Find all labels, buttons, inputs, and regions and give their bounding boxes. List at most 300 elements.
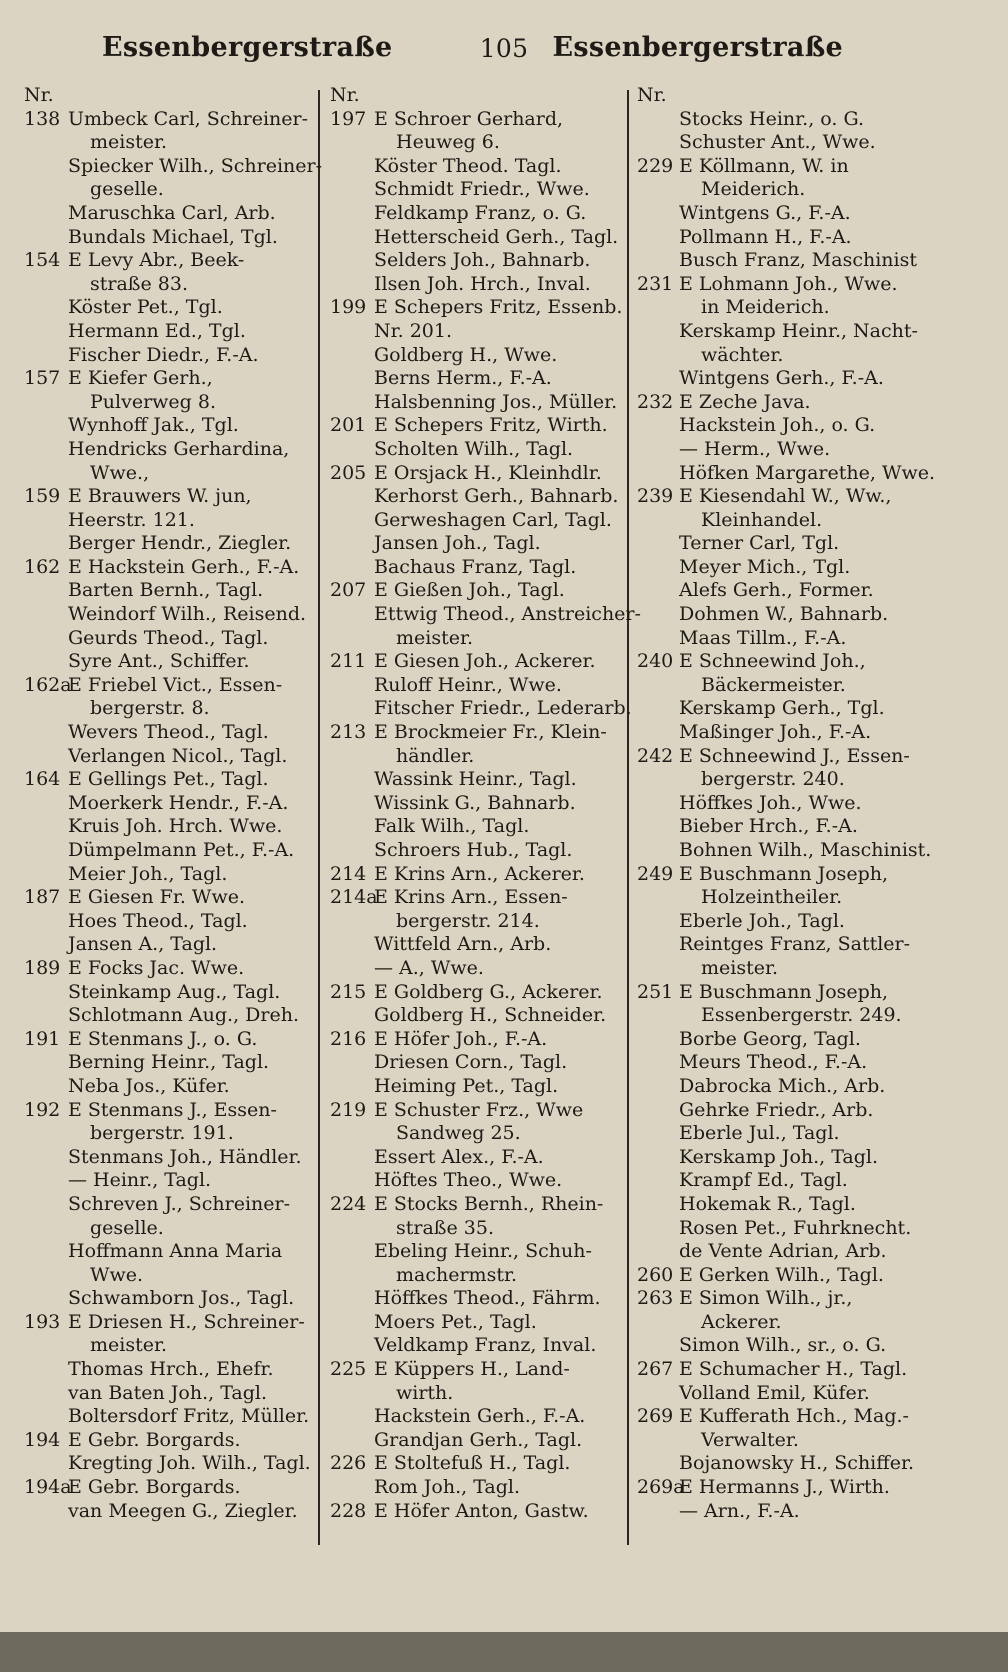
entry-text: E Goldberg G., Ackerer. xyxy=(374,980,603,1003)
column-2 xyxy=(330,84,641,1523)
entry-text: Meier Joh., Tagl. xyxy=(68,862,228,885)
entry-text: Fischer Diedr., F.-A. xyxy=(68,343,259,366)
directory-entry-line xyxy=(24,1051,316,1075)
directory-entry-line xyxy=(330,1122,625,1146)
directory-entry-line xyxy=(24,815,316,839)
entry-text: wirth. xyxy=(396,1381,454,1404)
directory-entry-line xyxy=(330,1358,625,1382)
directory-entry-line xyxy=(637,344,937,368)
directory-entry-line xyxy=(24,863,316,887)
entry-text: E Küppers H., Land- xyxy=(374,1358,570,1381)
entry-text: E Gerken Wilh., Tagl. xyxy=(679,1263,884,1286)
directory-entry-line xyxy=(637,155,937,179)
directory-entry-line xyxy=(637,957,937,981)
directory-entry-line xyxy=(637,485,937,509)
directory-entry-line xyxy=(24,933,316,957)
entry-text: E Schuster Frz., Wwe xyxy=(374,1098,584,1121)
house-number: 239 xyxy=(637,485,674,508)
entry-text: Geurds Theod., Tagl. xyxy=(68,626,269,649)
entry-text: Bieber Hrch., F.-A. xyxy=(679,815,858,838)
directory-entry-line xyxy=(330,367,625,391)
entry-text: Schlotmann Aug., Dreh. xyxy=(68,1004,299,1027)
entry-text: Sandweg 25. xyxy=(396,1122,521,1145)
directory-entry-line xyxy=(637,1099,937,1123)
entry-text: Rosen Pet., Fuhrknecht. xyxy=(679,1216,912,1239)
directory-entry-line xyxy=(637,367,937,391)
entry-text: in Meiderich. xyxy=(701,296,830,319)
entry-text: E Gellings Pet., Tagl. xyxy=(68,768,269,791)
directory-entry-line xyxy=(637,792,937,816)
house-number: 242 xyxy=(637,744,674,767)
entry-text: Borbe Georg, Tagl. xyxy=(679,1027,861,1050)
house-number: 249 xyxy=(637,862,674,885)
directory-entry-line xyxy=(637,462,937,486)
directory-entry-line xyxy=(24,344,316,368)
entry-text: geselle. xyxy=(90,1216,164,1239)
directory-entry-line xyxy=(330,792,625,816)
house-number: 194a xyxy=(24,1476,72,1499)
directory-entry-line xyxy=(330,202,625,226)
house-number: 267 xyxy=(637,1358,674,1381)
directory-entry-line xyxy=(330,556,625,580)
directory-entry-line xyxy=(24,485,316,509)
column-1 xyxy=(24,84,323,1523)
directory-entry-line xyxy=(637,202,937,226)
directory-entry-line xyxy=(330,697,632,721)
house-number: 207 xyxy=(330,579,367,602)
directory-entry-line xyxy=(24,792,316,816)
directory-entry-line xyxy=(24,1334,316,1358)
entry-text: Bachaus Franz, Tagl. xyxy=(374,555,577,578)
directory-entry-line xyxy=(637,226,937,250)
entry-text: Hackstein Joh., o. G. xyxy=(679,414,876,437)
entry-text: Heerstr. 121. xyxy=(68,508,195,531)
entry-text: Wissink G., Bahnarb. xyxy=(374,791,576,814)
entry-text: händler. xyxy=(396,744,475,767)
house-number: 226 xyxy=(330,1452,367,1475)
directory-entry-line xyxy=(24,131,316,155)
entry-text: Hermann Ed., Tgl. xyxy=(68,319,246,342)
entry-text: Köster Theod. Tagl. xyxy=(374,154,562,177)
directory-entry-line xyxy=(637,768,937,792)
entry-text: Moerkerk Hendr., F.-A. xyxy=(68,791,289,814)
entry-text: Boltersdorf Fritz, Müller. xyxy=(68,1405,310,1428)
entry-text: Goldberg H., Wwe. xyxy=(374,343,558,366)
entry-text: — Heinr., Tagl. xyxy=(68,1169,212,1192)
directory-entry-line xyxy=(24,367,316,391)
entry-text: E Lohmann Joh., Wwe. xyxy=(679,272,898,295)
entry-text: geselle. xyxy=(90,178,164,201)
nr-label: Nr. xyxy=(330,84,360,106)
house-number: 263 xyxy=(637,1287,674,1310)
directory-entry-line xyxy=(637,1311,937,1335)
directory-entry-line xyxy=(24,108,316,132)
entry-text: Dümpelmann Pet., F.-A. xyxy=(68,839,295,861)
directory-entry-line xyxy=(24,745,316,769)
entry-text: Scholten Wilh., Tagl. xyxy=(374,437,574,460)
directory-entry-line xyxy=(330,462,625,486)
entry-text: — A., Wwe. xyxy=(374,956,484,979)
directory-entry-line xyxy=(24,1358,316,1382)
entry-text: Köster Pet., Tgl. xyxy=(68,296,223,319)
directory-entry-line xyxy=(330,1264,625,1288)
house-number: 269a xyxy=(637,1476,685,1499)
entry-text: E Zeche Java. xyxy=(679,390,811,413)
entry-text: Stenmans Joh., Händler. xyxy=(68,1145,302,1168)
directory-entry-line xyxy=(24,1287,316,1311)
entry-text: straße 83. xyxy=(90,272,188,295)
directory-entry-line xyxy=(330,1099,625,1123)
directory-entry-line xyxy=(24,1169,316,1193)
directory-entry-line xyxy=(330,579,625,603)
entry-text: bergerstr. 240. xyxy=(701,768,845,791)
entry-text: Thomas Hrch., Ehefr. xyxy=(68,1358,274,1381)
directory-entry-line xyxy=(637,1358,937,1382)
house-number: 164 xyxy=(24,768,61,791)
entry-text: Wassink Heinr., Tagl. xyxy=(374,768,577,791)
directory-entry-line xyxy=(330,1476,625,1500)
directory-entry-line xyxy=(330,1146,625,1170)
directory-entry-line xyxy=(24,532,316,556)
entry-text: Rom Joh., Tagl. xyxy=(374,1476,521,1499)
directory-entry-line xyxy=(330,1405,625,1429)
entry-text: Verlangen Nicol., Tagl. xyxy=(68,744,288,767)
entry-text: Schreven J., Schreiner- xyxy=(68,1192,291,1215)
entry-text: Grandjan Gerh., Tagl. xyxy=(374,1428,583,1451)
entry-text: Berning Heinr., Tagl. xyxy=(68,1051,270,1074)
directory-entry-line xyxy=(330,768,625,792)
entry-text: E Kiefer Gerh., xyxy=(68,367,213,390)
directory-entry-line xyxy=(330,603,641,627)
entry-text: Feldkamp Franz, o. G. xyxy=(374,201,587,224)
directory-entry-line xyxy=(637,721,937,745)
directory-entry-line xyxy=(24,296,316,320)
directory-entry-line xyxy=(637,1146,937,1170)
directory-entry-line xyxy=(330,296,625,320)
entry-text: E Gebr. Borgards. xyxy=(68,1428,241,1451)
directory-entry-line xyxy=(24,1217,316,1241)
house-number: 162a xyxy=(24,673,72,696)
directory-entry-line xyxy=(330,910,625,934)
entry-text: Falk Wilh., Tagl. xyxy=(374,815,530,838)
entry-text: Dohmen W., Bahnarb. xyxy=(679,603,889,626)
directory-entry-line xyxy=(330,532,625,556)
directory-entry-line xyxy=(330,1075,625,1099)
directory-entry-line xyxy=(637,981,937,1005)
running-head-right: Essenbergerstraße xyxy=(552,32,843,63)
directory-entry-line xyxy=(330,815,625,839)
entry-text: Moers Pet., Tagl. xyxy=(374,1310,537,1333)
directory-entry-line xyxy=(637,863,937,887)
directory-entry-line xyxy=(330,957,625,981)
directory-entry-line xyxy=(24,1099,316,1123)
entry-text: E Kiesendahl W., Ww., xyxy=(679,485,892,508)
directory-entry-line xyxy=(24,768,316,792)
house-number: 157 xyxy=(24,367,61,390)
house-number: 189 xyxy=(24,956,61,979)
entry-text: Spiecker Wilh., Schreiner- xyxy=(68,154,323,177)
entry-text: Fitscher Friedr., Lederarb. xyxy=(374,697,632,720)
entry-text: Wwe. xyxy=(90,1263,144,1286)
entry-text: Berger Hendr., Ziegler. xyxy=(68,532,292,555)
entry-text: Driesen Corn., Tagl. xyxy=(374,1051,568,1074)
entry-text: Essert Alex., F.-A. xyxy=(374,1145,544,1168)
entry-text: Wevers Theod., Tagl. xyxy=(68,721,269,744)
house-number: 199 xyxy=(330,296,367,319)
nr-label: Nr. xyxy=(24,84,54,106)
entry-text: Holzeintheiler. xyxy=(701,886,843,909)
entry-text: E Köllmann, W. in xyxy=(679,154,849,177)
house-number: 194 xyxy=(24,1428,61,1451)
entry-text: E Höfer Joh., F.-A. xyxy=(374,1027,548,1050)
directory-entry-line xyxy=(637,839,937,863)
entry-text: Ilsen Joh. Hrch., Inval. xyxy=(374,272,591,295)
entry-text: Meurs Theod., F.-A. xyxy=(679,1051,868,1074)
entry-text: Hackstein Gerh., F.-A. xyxy=(374,1405,586,1428)
entry-text: Kerskamp Heinr., Nacht- xyxy=(679,319,918,342)
entry-text: E Orsjack H., Kleinhdlr. xyxy=(374,461,602,484)
entry-text: Kregting Joh. Wilh., Tagl. xyxy=(68,1452,311,1475)
directory-entry-line xyxy=(637,1429,937,1453)
directory-entry-line xyxy=(330,485,625,509)
house-number: 214a xyxy=(330,886,378,909)
entry-text: machermstr. xyxy=(396,1263,517,1286)
entry-text: Kerhorst Gerh., Bahnarb. xyxy=(374,485,619,508)
directory-entry-line xyxy=(637,650,937,674)
entry-text: E Schumacher H., Tagl. xyxy=(679,1358,908,1381)
house-number: 231 xyxy=(637,272,674,295)
column-divider xyxy=(627,90,629,1545)
entry-text: Schuster Ant., Wwe. xyxy=(679,131,876,154)
directory-entry-line xyxy=(637,1240,937,1264)
directory-entry-line xyxy=(330,650,625,674)
entry-text: Weindorf Wilh., Reisend. xyxy=(68,603,307,626)
entry-text: E Friebel Vict., Essen- xyxy=(68,673,283,696)
entry-text: Wintgens Gerh., F.-A. xyxy=(679,367,884,390)
entry-text: Essenbergerstr. 249. xyxy=(701,1004,902,1027)
entry-text: Wwe., xyxy=(90,461,150,484)
entry-text: Kerskamp Gerh., Tgl. xyxy=(679,697,885,720)
entry-text: Maßinger Joh., F.-A. xyxy=(679,721,872,744)
directory-entry-line xyxy=(637,1028,937,1052)
entry-text: Höfken Margarethe, Wwe. xyxy=(679,461,936,484)
entry-text: Pulverweg 8. xyxy=(90,390,216,413)
entry-text: Höftes Theo., Wwe. xyxy=(374,1169,563,1192)
entry-text: Umbeck Carl, Schreiner- xyxy=(68,107,309,130)
directory-entry-line xyxy=(330,249,625,273)
entry-text: Höffkes Joh., Wwe. xyxy=(679,791,862,814)
entry-text: meister. xyxy=(90,1334,168,1357)
directory-entry-line xyxy=(24,1004,316,1028)
house-number: 192 xyxy=(24,1098,61,1121)
directory-entry-line xyxy=(24,1382,316,1406)
house-number: 201 xyxy=(330,414,367,437)
directory-entry-line xyxy=(330,1452,625,1476)
entry-text: E Schneewind Joh., xyxy=(679,650,866,673)
entry-text: Dabrocka Mich., Arb. xyxy=(679,1074,886,1097)
directory-entry-line xyxy=(24,438,316,462)
house-number: 215 xyxy=(330,980,367,1003)
entry-text: de Vente Adrian, Arb. xyxy=(679,1240,887,1263)
house-number: 228 xyxy=(330,1499,367,1522)
entry-text: Gerweshagen Carl, Tagl. xyxy=(374,508,612,531)
directory-entry-line xyxy=(24,697,316,721)
entry-text: E Brockmeier Fr., Klein- xyxy=(374,721,607,744)
house-number: 224 xyxy=(330,1192,367,1215)
directory-entry-line xyxy=(637,1004,937,1028)
directory-entry-line xyxy=(24,1500,316,1524)
directory-entry-line xyxy=(24,910,316,934)
directory-entry-line xyxy=(24,839,316,863)
directory-entry-line xyxy=(24,273,316,297)
directory-entry-line xyxy=(637,273,937,297)
entry-text: Kleinhandel. xyxy=(701,508,823,531)
entry-text: Barten Bernh., Tagl. xyxy=(68,579,264,602)
directory-entry-line xyxy=(330,178,625,202)
directory-entry-line xyxy=(24,981,316,1005)
entry-text: Stocks Heinr., o. G. xyxy=(679,107,864,130)
directory-entry-line xyxy=(330,391,625,415)
entry-text: Wintgens G., F.-A. xyxy=(679,201,851,224)
entry-text: Pollmann H., F.-A. xyxy=(679,225,852,248)
entry-text: Hoes Theod., Tagl. xyxy=(68,909,248,932)
entry-text: E Hermanns J., Wirth. xyxy=(679,1476,890,1499)
house-number: 251 xyxy=(637,980,674,1003)
directory-entry-line xyxy=(637,697,937,721)
entry-text: Selders Joh., Bahnarb. xyxy=(374,249,591,272)
entry-text: Heiming Pet., Tagl. xyxy=(374,1074,559,1097)
directory-entry-line xyxy=(637,1500,937,1524)
directory-entry-line xyxy=(637,1264,937,1288)
entry-text: Heuweg 6. xyxy=(396,131,500,154)
entry-text: Wynhoff Jak., Tgl. xyxy=(68,414,239,437)
entry-text: E Stocks Bernh., Rhein- xyxy=(374,1192,604,1215)
entry-text: Kruis Joh. Hrch. Wwe. xyxy=(68,815,283,838)
directory-entry-line xyxy=(24,579,316,603)
entry-text: E Simon Wilh., jr., xyxy=(679,1287,853,1310)
directory-entry-line xyxy=(24,556,316,580)
directory-entry-line xyxy=(330,627,625,651)
entry-text: E Schroer Gerhard, xyxy=(374,107,564,130)
entry-text: Hetterscheid Gerh., Tagl. xyxy=(374,225,619,248)
directory-entry-line xyxy=(24,603,316,627)
entry-text: bergerstr. 214. xyxy=(396,909,540,932)
house-number: 197 xyxy=(330,107,367,130)
running-head-left: Essenbergerstraße xyxy=(102,32,393,63)
directory-entry-line xyxy=(637,627,937,651)
directory-entry-line xyxy=(24,1122,316,1146)
entry-text: Jansen A., Tagl. xyxy=(68,933,218,956)
entry-text: Höffkes Theod., Fährm. xyxy=(374,1287,601,1310)
entry-text: E Schneewind J., Essen- xyxy=(679,744,910,767)
entry-text: E Buschmann Joseph, xyxy=(679,980,889,1003)
entry-text: Wittfeld Arn., Arb. xyxy=(374,933,552,956)
entry-text: wächter. xyxy=(701,343,784,366)
directory-entry-line xyxy=(330,721,625,745)
directory-entry-line xyxy=(637,249,937,273)
directory-entry-line xyxy=(637,1122,937,1146)
entry-text: — Arn., F.-A. xyxy=(679,1499,800,1522)
entry-text: E Krins Arn., Essen- xyxy=(374,886,568,909)
entry-text: Ackerer. xyxy=(701,1310,782,1333)
entry-text: straße 35. xyxy=(396,1216,494,1239)
house-number: 138 xyxy=(24,107,61,130)
directory-entry-line xyxy=(330,273,625,297)
entry-text: meister. xyxy=(396,626,474,649)
directory-entry-line xyxy=(330,1500,625,1524)
directory-entry-line xyxy=(24,627,316,651)
entry-text: Bohnen Wilh., Maschinist. xyxy=(679,839,932,861)
entry-text: Ettwig Theod., Anstreicher- xyxy=(374,603,641,626)
directory-entry-line xyxy=(637,1287,937,1311)
entry-text: E Gießen Joh., Tagl. xyxy=(374,579,565,602)
house-number: 154 xyxy=(24,249,61,272)
entry-text: Neba Jos., Küfer. xyxy=(68,1074,230,1097)
entry-text: Kerskamp Joh., Tagl. xyxy=(679,1145,879,1168)
entry-text: Schmidt Friedr., Wwe. xyxy=(374,178,590,201)
entry-text: Syre Ant., Schiffer. xyxy=(68,650,250,673)
entry-text: Jansen Joh., Tagl. xyxy=(374,532,541,555)
entry-text: E Focks Jac. Wwe. xyxy=(68,956,245,979)
house-number: 193 xyxy=(24,1310,61,1333)
entry-text: E Stoltefuß H., Tagl. xyxy=(374,1452,571,1475)
entry-text: E Kufferath Hch., Mag.- xyxy=(679,1405,909,1428)
directory-entry-line xyxy=(637,579,937,603)
directory-entry-line xyxy=(637,1051,937,1075)
directory-entry-line xyxy=(330,674,625,698)
entry-text: Simon Wilh., sr., o. G. xyxy=(679,1334,887,1357)
entry-text: Bäckermeister. xyxy=(701,673,846,696)
directory-entry-line xyxy=(24,391,316,415)
entry-text: E Giesen Fr. Wwe. xyxy=(68,886,246,909)
directory-entry-line xyxy=(24,1240,316,1264)
entry-text: Terner Carl, Tgl. xyxy=(679,532,840,555)
directory-entry-line xyxy=(330,1240,625,1264)
entry-text: Steinkamp Aug., Tagl. xyxy=(68,980,281,1003)
directory-entry-line xyxy=(330,414,625,438)
directory-entry-line xyxy=(24,650,316,674)
directory-entry-line xyxy=(330,1028,625,1052)
entry-text: meister. xyxy=(90,131,168,154)
directory-entry-line xyxy=(24,1075,316,1099)
entry-text: Bojanowsky H., Schiffer. xyxy=(679,1452,915,1475)
entry-text: Veldkamp Franz, Inval. xyxy=(374,1334,597,1357)
directory-entry-line xyxy=(24,1146,316,1170)
entry-text: Hoffmann Anna Maria xyxy=(68,1240,283,1263)
entry-text: Schwamborn Jos., Tagl. xyxy=(68,1287,295,1310)
directory-entry-line xyxy=(637,532,937,556)
entry-text: — Herm., Wwe. xyxy=(679,437,831,460)
directory-entry-line xyxy=(637,815,937,839)
entry-text: E Driesen H., Schreiner- xyxy=(68,1310,305,1333)
house-number: 260 xyxy=(637,1263,674,1286)
directory-entry-line xyxy=(637,886,937,910)
entry-text: bergerstr. 191. xyxy=(90,1122,234,1145)
entry-text: E Stenmans J., Essen- xyxy=(68,1098,277,1121)
directory-entry-line xyxy=(637,391,937,415)
entry-text: Reintges Franz, Sattler- xyxy=(679,933,911,956)
page-number: 105 xyxy=(479,34,529,63)
directory-entry-line xyxy=(637,1075,937,1099)
entry-text: Halsbenning Jos., Müller. xyxy=(374,390,618,413)
directory-entry-line xyxy=(637,178,937,202)
directory-entry-line xyxy=(637,1382,937,1406)
directory-entry-line xyxy=(637,1476,937,1500)
entry-text: E Giesen Joh., Ackerer. xyxy=(374,650,596,673)
entry-text: Hendricks Gerhardina, xyxy=(68,437,290,460)
directory-entry-line xyxy=(637,1217,937,1241)
directory-entry-line xyxy=(24,1452,316,1476)
